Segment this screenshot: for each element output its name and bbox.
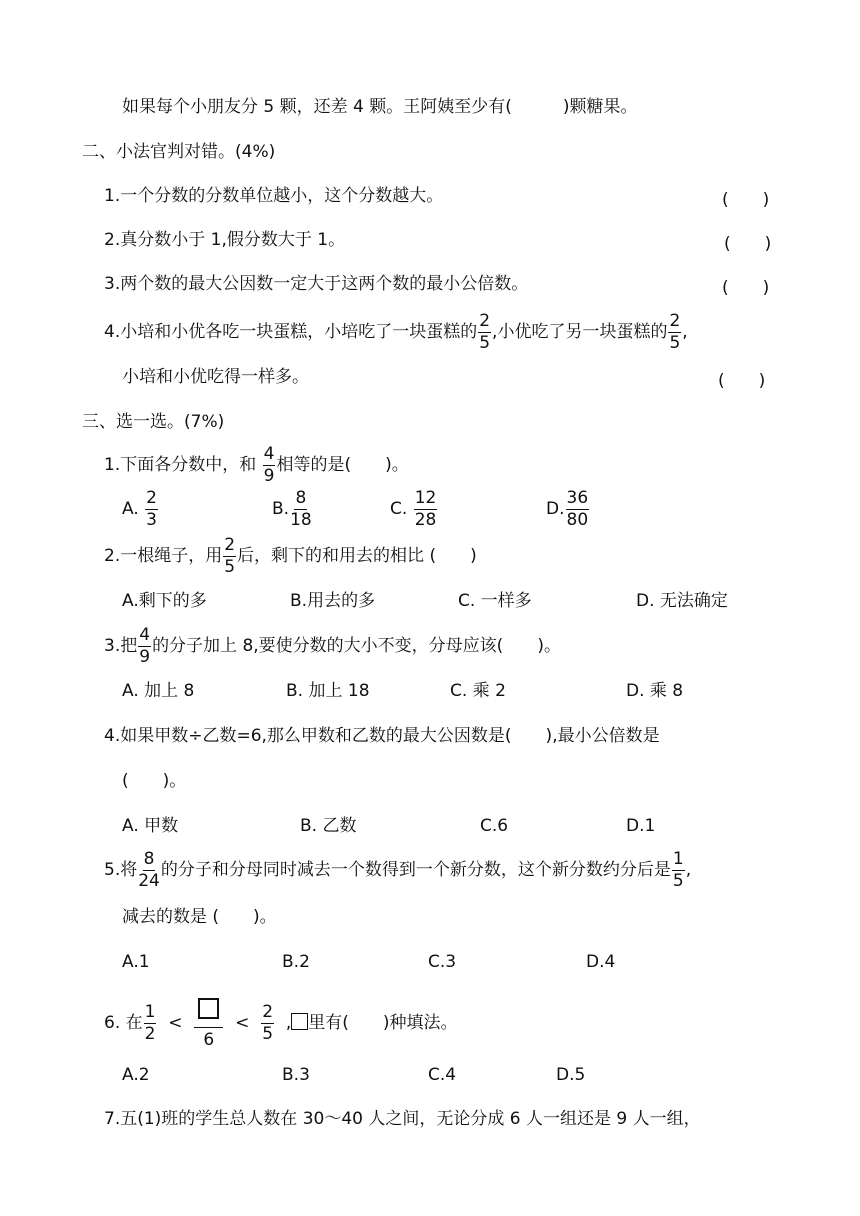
fraction: $\frac{2}{5}$ <box>224 534 236 577</box>
q2-option-d[interactable]: D. 无法确定 <box>636 591 728 611</box>
choice-q5: 5.将 $\frac{8}{24}$ 的分子和分母同时减去一个数得到一个新分数，这个新分数约分后是 $\frac{1}{5}$ , <box>104 848 692 891</box>
section-2-heading: 二、小法官判对错。(4%) <box>82 142 276 162</box>
choice-q1: 1.下面各分数中，和 $\frac{4}{9}$ 相等的是( )。 <box>104 443 409 486</box>
judge-item-4-text-b: ,小优吃了另一块蛋糕的 <box>492 322 668 342</box>
judge-item-4: 4.小培和小优各吃一块蛋糕，小培吃了一块蛋糕的 $\frac{2}{5}$ ,小优吃了另一块蛋糕的 $\frac{2}{5}$ , <box>104 310 688 353</box>
blank-square-icon <box>198 998 219 1019</box>
judge-item-1: 1.一个分数的分数单位越小，这个分数越大。 <box>104 186 444 206</box>
q6-option-d[interactable]: D.5 <box>556 1065 586 1085</box>
choice-q6: 6. 在 $\frac{1}{2}$ < 6 < $\frac{2}{5}$ , 里有( )种填法。 <box>104 995 458 1051</box>
fraction: $\frac{8}{24}$ <box>138 848 160 891</box>
intro-line: 如果每个小朋友分 5 颗，还差 4 颗。王阿姨至少有( )颗糖果。 <box>122 97 638 117</box>
q3-option-c[interactable]: C. 乘 2 <box>450 681 506 701</box>
q1-option-a[interactable]: A. $\frac{2}{3}$ <box>122 487 157 530</box>
q1-option-d[interactable]: D. $\frac{36}{80}$ <box>546 487 589 530</box>
box-fraction: 6 <box>194 998 223 1049</box>
q3-option-b[interactable]: B. 加上 18 <box>286 681 370 701</box>
judge-blank-1[interactable]: ( ) <box>722 190 770 210</box>
fraction: $\frac{4}{9}$ <box>263 443 275 486</box>
q6-option-c[interactable]: C.4 <box>428 1065 457 1085</box>
choice-q2: 2.一根绳子，用 $\frac{2}{5}$ 后，剩下的和用去的相比 ( ) <box>104 534 477 577</box>
judge-blank-3[interactable]: ( ) <box>722 278 770 298</box>
q6-option-a[interactable]: A.2 <box>122 1065 150 1085</box>
q4-option-c[interactable]: C.6 <box>480 816 509 836</box>
q6-option-b[interactable]: B.3 <box>282 1065 310 1085</box>
q1-option-c[interactable]: C. $\frac{12}{28}$ <box>390 487 437 530</box>
judge-item-3: 3.两个数的最大公因数一定大于这两个数的最小公倍数。 <box>104 274 529 294</box>
q3-option-a[interactable]: A. 加上 8 <box>122 681 195 701</box>
choice-q7: 7.五(1)班的学生总人数在 30～40 人之间，无论分成 6 人一组还是 9 人一组， <box>104 1109 701 1129</box>
choice-q4-line2: ( )。 <box>122 771 187 791</box>
judge-item-2: 2.真分数小于 1,假分数大于 1。 <box>104 230 346 250</box>
fraction: $\frac{1}{2}$ <box>144 1001 156 1044</box>
choice-q4: 4.如果甲数÷乙数=6,那么甲数和乙数的最大公因数是( ),最小公倍数是 <box>104 726 660 746</box>
fraction: $\frac{2}{5}$ <box>669 310 681 353</box>
choice-q5-line2: 减去的数是 ( )。 <box>122 907 277 927</box>
q1-option-b[interactable]: B. $\frac{8}{18}$ <box>272 487 312 530</box>
judge-blank-4[interactable]: ( ) <box>718 371 766 391</box>
q5-option-d[interactable]: D.4 <box>586 952 616 972</box>
q5-option-b[interactable]: B.2 <box>282 952 310 972</box>
q2-option-a[interactable]: A.剩下的多 <box>122 591 207 611</box>
q4-option-a[interactable]: A. 甲数 <box>122 816 179 836</box>
q4-option-d[interactable]: D.1 <box>626 816 656 836</box>
judge-item-4-text-a: 4.小培和小优各吃一块蛋糕，小培吃了一块蛋糕的 <box>104 322 478 342</box>
choice-q3: 3.把 $\frac{4}{9}$ 的分子加上 8,要使分数的大小不变，分母应该( )。 <box>104 624 561 667</box>
q2-option-c[interactable]: C. 一样多 <box>458 591 532 611</box>
q3-option-d[interactable]: D. 乘 8 <box>626 681 684 701</box>
fraction: $\frac{2}{5}$ <box>479 310 491 353</box>
section-3-heading: 三、选一选。(7%) <box>82 412 225 432</box>
judge-blank-2[interactable]: ( ) <box>724 234 772 254</box>
fraction: $\frac{2}{5}$ <box>262 1001 274 1044</box>
fraction: $\frac{4}{9}$ <box>139 624 151 667</box>
q2-option-b[interactable]: B.用去的多 <box>290 591 376 611</box>
fraction: $\frac{1}{5}$ <box>672 848 684 891</box>
judge-item-4-line2: 小培和小优吃得一样多。 <box>122 367 309 387</box>
q5-option-a[interactable]: A.1 <box>122 952 150 972</box>
blank-square-icon <box>291 1013 308 1030</box>
q4-option-b[interactable]: B. 乙数 <box>300 816 357 836</box>
q5-option-c[interactable]: C.3 <box>428 952 457 972</box>
